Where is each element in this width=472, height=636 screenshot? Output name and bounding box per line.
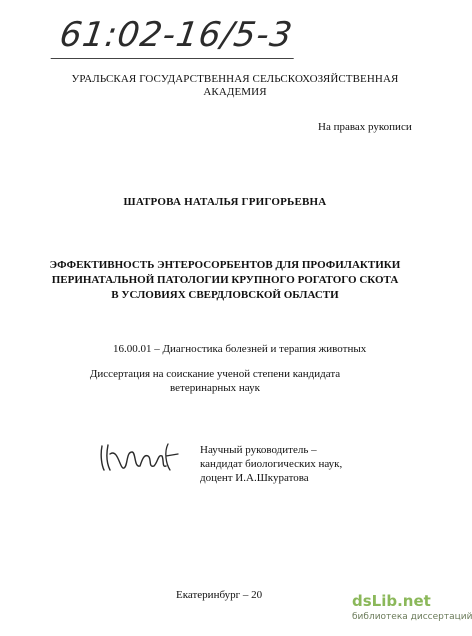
scientific-advisor [200, 443, 342, 485]
degree-statement [0, 367, 430, 395]
handwritten-signature [98, 440, 180, 476]
rights-note: На правах рукописи [318, 121, 412, 133]
advisor-line-2: кандидат биологических наук, [200, 458, 343, 470]
degree-line-1: Диссертация на соискание ученой степени кандидата [89, 368, 341, 380]
watermark-subtitle: библиотека диссертаций [352, 612, 472, 622]
advisor-line-3: доцент И.А.Шкуратова [200, 472, 309, 484]
institution-line-1: УРАЛЬСКАЯ ГОСУДАРСТВЕННАЯ СЕЛЬСКОХОЗЯЙСТВЕННАЯ [71, 73, 399, 85]
dissertation-title [0, 258, 450, 303]
handwritten-catalog-number-text: 61:02-16/5-3 [57, 15, 296, 55]
degree-line-2: ветеринарных наук [170, 382, 260, 394]
title-line-1: ЭФФЕКТИВНОСТЬ ЭНТЕРОСОРБЕНТОВ ДЛЯ ПРОФИЛАКТИКИ [49, 259, 401, 271]
handwritten-catalog-number [57, 15, 296, 55]
title-line-3: В УСЛОВИЯХ СВЕРДЛОВСКОЙ ОБЛАСТИ [111, 289, 339, 301]
specialty-code: 16.00.01 – Диагностика болезней и терапия животных [113, 343, 367, 355]
institution-name [70, 73, 400, 99]
title-line-2: ПЕРИНАТАЛЬНОЙ ПАТОЛОГИИ КРУПНОГО РОГАТОГО СКОТА [51, 274, 399, 286]
dslib-watermark [352, 592, 472, 633]
city-year: Екатеринбург – 20 [176, 589, 263, 601]
handwritten-underline [51, 58, 294, 59]
institution-line-2: АКАДЕМИЯ [203, 86, 267, 98]
watermark-logo: dsLib.net [352, 592, 431, 610]
author-name: ШАТРОВА НАТАЛЬЯ ГРИГОРЬЕВНА [123, 196, 327, 208]
advisor-line-1: Научный руководитель – [200, 444, 317, 456]
